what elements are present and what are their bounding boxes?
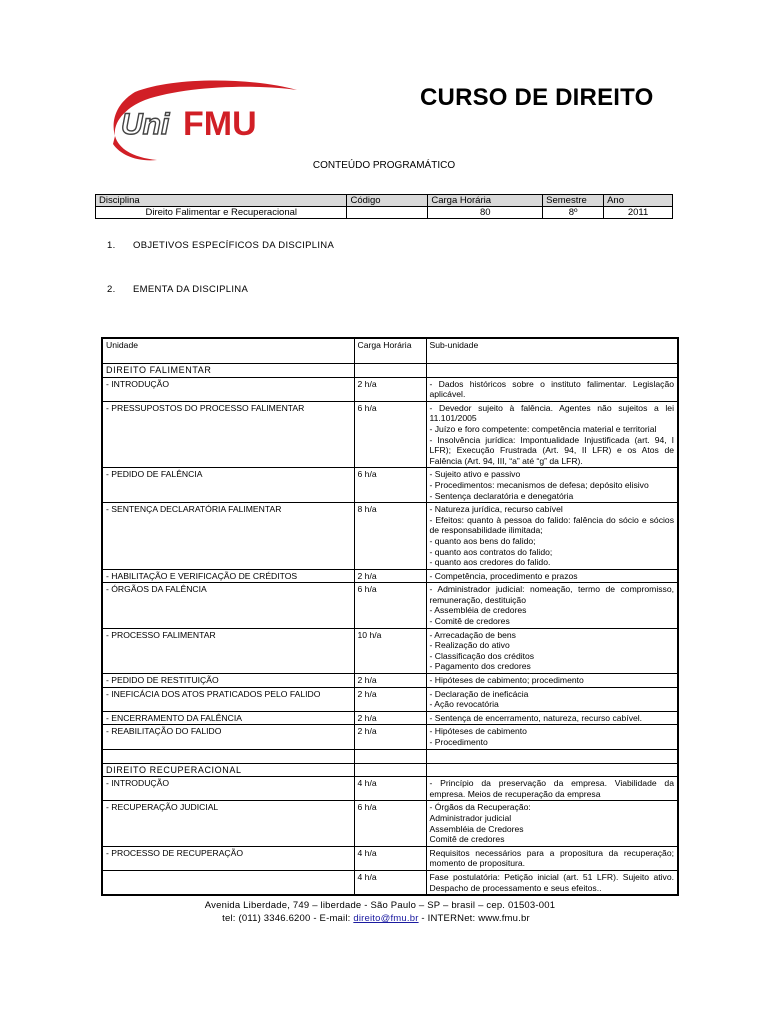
hours-cell: 4 h/a xyxy=(354,846,426,870)
subunit-line: - Sentença declaratória e denegatória xyxy=(429,490,574,501)
subunit-line: - Natureza jurídica, recurso cabível xyxy=(429,504,563,515)
empty-cell xyxy=(354,763,426,777)
section-heading-2 xyxy=(107,284,248,295)
logo-uni: Uni xyxy=(121,108,170,141)
unit-cell xyxy=(102,870,354,895)
subunit-line: Comitê de credores xyxy=(429,834,505,845)
empty-cell xyxy=(354,749,426,763)
header-carga: Carga Horária xyxy=(354,338,426,364)
subunit-cell xyxy=(426,583,678,628)
table-row xyxy=(102,377,678,401)
subunit-cell xyxy=(426,569,678,583)
hours-cell: 2 h/a xyxy=(354,569,426,583)
subunit-line: - Declaração de ineficácia xyxy=(429,688,529,699)
table-row xyxy=(102,687,678,711)
unit-cell: - PEDIDO DE RESTITUIÇÃO xyxy=(102,674,354,688)
subunit-line: - Realização do ativo xyxy=(429,640,510,651)
subunit-line: - Hipóteses de cabimento; procedimento xyxy=(429,675,584,686)
table-row xyxy=(102,846,678,870)
email-link[interactable]: direito@fmu.br xyxy=(353,913,419,924)
table-row xyxy=(102,674,678,688)
subunit-line: - quanto aos contratos do falido; xyxy=(429,546,553,557)
subunit-line: Requisitos necessários para a propositura da recuperação; momento de propositura. xyxy=(429,847,674,869)
subunit-line: - Sujeito ativo e passivo xyxy=(429,469,521,480)
syllabus-table xyxy=(101,337,679,896)
hours-cell: 2 h/a xyxy=(354,725,426,749)
subunit-cell xyxy=(426,687,678,711)
unit-cell: - RECUPERAÇÃO JUDICIAL xyxy=(102,801,354,846)
subunit-line: - Arrecadação de bens xyxy=(429,629,516,640)
unit-cell: - ENCERRAMENTO DA FALÊNCIA xyxy=(102,711,354,725)
empty-cell xyxy=(102,749,354,763)
subunit-cell xyxy=(426,628,678,673)
unit-cell: - REABILITAÇÃO DO FALIDO xyxy=(102,725,354,749)
subunit-line: - Competência, procedimento e prazos xyxy=(429,570,578,581)
hours-cell: 6 h/a xyxy=(354,468,426,503)
hours-cell: 2 h/a xyxy=(354,377,426,401)
info-header-codigo: Código xyxy=(347,195,428,207)
info-value-semestre: 8º xyxy=(543,207,604,219)
table-row xyxy=(102,401,678,468)
hours-cell: 8 h/a xyxy=(354,503,426,570)
subunit-cell xyxy=(426,674,678,688)
empty-cell xyxy=(426,749,678,763)
table-row xyxy=(102,870,678,895)
footer-address xyxy=(0,900,768,911)
hours-cell: 6 h/a xyxy=(354,401,426,468)
discipline-info-table xyxy=(95,194,673,219)
info-header-row xyxy=(96,195,673,207)
subunit-line: - Princípio da preservação da empresa. Viabilidade da empresa. Meios de recuperação da empresa xyxy=(429,778,674,799)
subunit-cell xyxy=(426,503,678,570)
section-row xyxy=(102,364,678,378)
table-row xyxy=(102,777,678,801)
unit-cell: - INTRODUÇÃO xyxy=(102,777,354,801)
footer-contact xyxy=(0,913,768,924)
subtitle xyxy=(0,160,768,171)
section-label: EMENTA DA DISCIPLINA xyxy=(133,284,249,295)
subunit-line: Administrador judicial xyxy=(429,812,512,823)
subtitle-text: CONTEÚDO PROGRAMÁTICO xyxy=(312,160,456,171)
subunit-cell xyxy=(426,777,678,801)
table-row xyxy=(102,569,678,583)
subunit-line: - Juízo e foro competente: competência material e territorial xyxy=(429,423,657,434)
table-row xyxy=(102,725,678,749)
unit-cell: - ÓRGÃOS DA FALÊNCIA xyxy=(102,583,354,628)
subunit-line: - quanto aos credores do falido. xyxy=(429,557,551,568)
unit-cell: - PEDIDO DE FALÊNCIA xyxy=(102,468,354,503)
header-subunidade: Sub-unidade xyxy=(426,338,678,364)
hours-cell: 2 h/a xyxy=(354,674,426,688)
hours-cell: 6 h/a xyxy=(354,583,426,628)
section-title: DIREITO FALIMENTAR xyxy=(102,364,354,378)
subunit-line: Assembléia de Credores xyxy=(429,823,524,834)
info-header-semestre: Semestre xyxy=(543,195,604,207)
unit-cell: - PROCESSO DE RECUPERAÇÃO xyxy=(102,846,354,870)
subunit-line: - Efeitos: quanto à pessoa do falido: falência do sócio e sócios de responsabilidade ilimitada; xyxy=(429,514,674,536)
empty-cell xyxy=(426,364,678,378)
subunit-line: - Dados históricos sobre o instituto falimentar. Legislação aplicável. xyxy=(429,378,674,400)
subunit-line: - Administrador judicial: nomeação, termo de compromisso, remuneração, destituição xyxy=(429,584,674,605)
logo-fmu: FMU xyxy=(183,105,257,143)
info-value-codigo xyxy=(347,207,428,219)
section-number: 1. xyxy=(107,240,116,251)
subunit-line: - Classificação dos créditos xyxy=(429,650,535,661)
subunit-cell xyxy=(426,401,678,468)
hours-cell: 2 h/a xyxy=(354,687,426,711)
subunit-cell xyxy=(426,725,678,749)
hours-cell: 6 h/a xyxy=(354,801,426,846)
subunit-line: - Comitê de credores xyxy=(429,616,510,627)
footer-web: - INTERNet: www.fmu.br xyxy=(418,913,530,924)
unit-cell: - SENTENÇA DECLARATÓRIA FALIMENTAR xyxy=(102,503,354,570)
subunit-line: - Órgãos da Recuperação: xyxy=(429,802,531,813)
hours-cell: 2 h/a xyxy=(354,711,426,725)
syllabus-header-row xyxy=(102,338,678,364)
subunit-line: - Sentença de encerramento, natureza, recurso cabível. xyxy=(429,712,643,723)
info-value-ano: 2011 xyxy=(604,207,673,219)
subunit-line: - Procedimentos: mecanismos de defesa; depósito elisivo xyxy=(429,479,649,490)
info-value-disciplina: Direito Falimentar e Recuperacional xyxy=(96,207,347,219)
unifmu-logo xyxy=(105,80,305,166)
section-row xyxy=(102,763,678,777)
subunit-line: - Assembléia de credores xyxy=(429,605,527,616)
section-heading-1 xyxy=(107,240,334,251)
subunit-line: - Hipóteses de cabimento xyxy=(429,726,527,737)
unit-cell: - INEFICÁCIA DOS ATOS PRATICADOS PELO FALIDO xyxy=(102,687,354,711)
header-unidade: Unidade xyxy=(102,338,354,364)
table-row xyxy=(102,503,678,570)
hours-cell: 4 h/a xyxy=(354,777,426,801)
unit-cell: - INTRODUÇÃO xyxy=(102,377,354,401)
info-value-carga: 80 xyxy=(428,207,543,219)
hours-cell: 4 h/a xyxy=(354,870,426,895)
table-row xyxy=(102,583,678,628)
hours-cell: 10 h/a xyxy=(354,628,426,673)
subunit-line: - Devedor sujeito à falência. Agentes não sujeitos a lei 11.101/2005 xyxy=(429,402,674,424)
subunit-cell xyxy=(426,468,678,503)
table-row xyxy=(102,711,678,725)
table-row xyxy=(102,801,678,846)
subunit-line: - Insolvência jurídica: Impontualidade Injustificada (art. 94, I LFR); Execução Frustrada (Art. 94, II LFR) e os Atos de Falência (Art. 94, III, “a” até “g” da LFR). xyxy=(429,434,674,466)
info-header-disciplina: Disciplina xyxy=(96,195,347,207)
subunit-line: Fase postulatória: Petição inicial (art. 51 LFR). Sujeito ativo. Despacho de processamento e seus efeitos.. xyxy=(429,871,674,893)
subunit-line: - Procedimento xyxy=(429,737,488,747)
footer-address-text: Avenida Liberdade, 749 – liberdade - São Paulo – SP – brasil – cep. 01503-001 xyxy=(204,900,556,911)
empty-cell xyxy=(354,364,426,378)
subunit-line: - Pagamento dos credores xyxy=(429,661,531,672)
section-label: OBJETIVOS ESPECÍFICOS DA DISCIPLINA xyxy=(133,240,335,251)
subunit-cell xyxy=(426,801,678,846)
subunit-cell xyxy=(426,870,678,895)
unit-cell: - PROCESSO FALIMENTAR xyxy=(102,628,354,673)
subunit-cell xyxy=(426,377,678,401)
footer-tel: tel: (011) 3346.6200 - E-mail: xyxy=(222,913,354,924)
info-header-carga: Carga Horária xyxy=(428,195,543,207)
page-title: CURSO DE DIREITO xyxy=(420,84,654,111)
unit-cell: - HABILITAÇÃO E VERIFICAÇÃO DE CRÉDITOS xyxy=(102,569,354,583)
unit-cell: - PRESSUPOSTOS DO PROCESSO FALIMENTAR xyxy=(102,401,354,468)
blank-row xyxy=(102,749,678,763)
subunit-cell xyxy=(426,846,678,870)
table-row xyxy=(102,628,678,673)
info-value-row xyxy=(96,207,673,219)
empty-cell xyxy=(426,763,678,777)
table-row xyxy=(102,468,678,503)
subunit-line: - quanto aos bens do falido; xyxy=(429,535,536,546)
section-number: 2. xyxy=(107,284,116,295)
info-header-ano: Ano xyxy=(604,195,673,207)
subunit-cell xyxy=(426,711,678,725)
section-title: DIREITO RECUPERACIONAL xyxy=(102,763,354,777)
subunit-line: - Ação revocatória xyxy=(429,699,499,710)
